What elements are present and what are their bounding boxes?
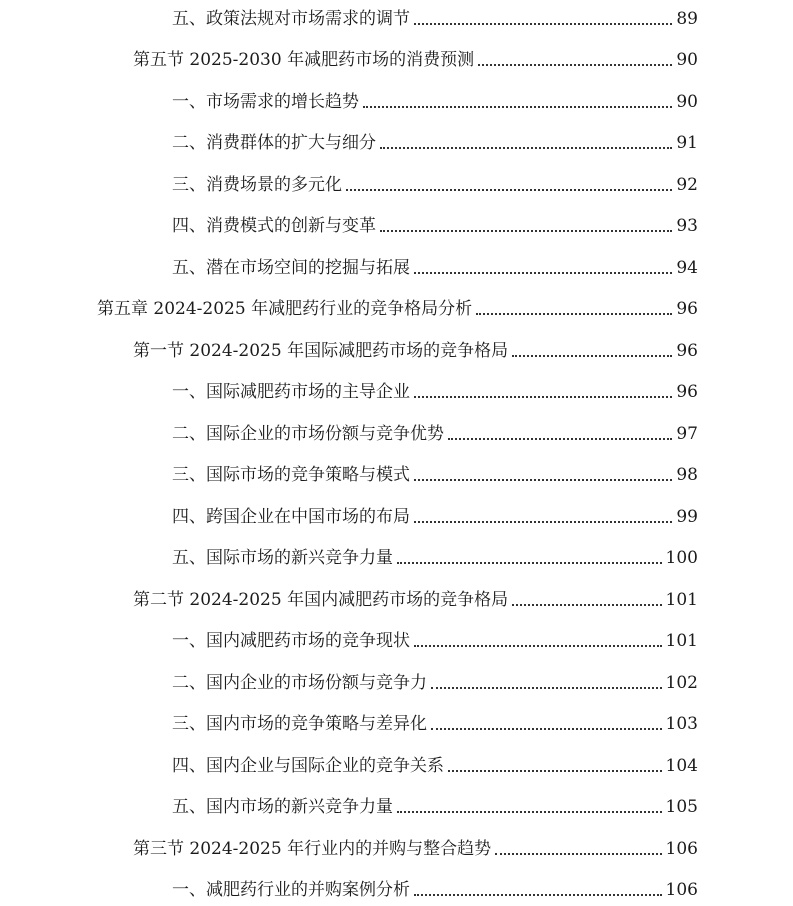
toc-entry-title: 五、政策法规对市场需求的调节 xyxy=(172,9,410,29)
toc-page-number: 96 xyxy=(676,382,698,402)
toc-entry-title: 四、消费模式的创新与变革 xyxy=(172,216,376,236)
toc-page-number: 92 xyxy=(676,175,698,195)
toc-dot-leader xyxy=(346,189,672,191)
toc-entry[interactable] xyxy=(172,0,698,30)
toc-dot-leader xyxy=(414,479,672,481)
toc-entry[interactable] xyxy=(172,539,698,569)
toc-entry[interactable] xyxy=(133,332,698,362)
toc-page-number: 93 xyxy=(676,216,698,236)
toc-entry[interactable] xyxy=(172,124,698,154)
toc-entry-title: 一、国际减肥药市场的主导企业 xyxy=(172,382,410,402)
toc-entry[interactable] xyxy=(172,622,698,652)
toc-page-number: 96 xyxy=(676,299,698,319)
toc-entry-title: 二、消费群体的扩大与细分 xyxy=(172,133,376,153)
toc-dot-leader xyxy=(476,313,672,315)
toc-dot-leader xyxy=(448,770,662,772)
toc-page-number: 106 xyxy=(665,839,698,859)
toc-dot-leader xyxy=(397,562,662,564)
toc-entry-title: 第二节 2024-2025 年国内减肥药市场的竞争格局 xyxy=(133,590,509,610)
toc-entry-title: 五、国际市场的新兴竞争力量 xyxy=(172,548,393,568)
toc-dot-leader xyxy=(414,521,672,523)
toc-page-number: 106 xyxy=(665,880,698,900)
toc-entry-title: 一、国内减肥药市场的竞争现状 xyxy=(172,631,410,651)
toc-entry[interactable] xyxy=(172,705,698,735)
toc-page-number: 102 xyxy=(665,673,698,693)
toc-page-number: 94 xyxy=(676,258,698,278)
toc-entry-title: 一、市场需求的增长趋势 xyxy=(172,92,359,112)
toc-page-number: 96 xyxy=(676,341,698,361)
toc-entry[interactable] xyxy=(172,871,698,901)
toc-dot-leader xyxy=(512,604,661,606)
toc-dot-leader xyxy=(397,811,662,813)
toc-entry[interactable] xyxy=(133,41,698,71)
toc-page-number: 99 xyxy=(676,507,698,527)
toc-entry[interactable] xyxy=(172,456,698,486)
toc-dot-leader xyxy=(431,728,662,730)
toc-page-number: 97 xyxy=(676,424,698,444)
toc-dot-leader xyxy=(414,645,662,647)
toc-page-number: 90 xyxy=(676,92,698,112)
toc-entry-title: 五、国内市场的新兴竞争力量 xyxy=(172,797,393,817)
toc-entry[interactable] xyxy=(172,83,698,113)
toc-dot-leader xyxy=(414,396,672,398)
toc-page-number: 105 xyxy=(665,797,698,817)
toc-page-number: 103 xyxy=(665,714,698,734)
toc-entry[interactable] xyxy=(133,830,698,860)
toc-dot-leader xyxy=(448,438,672,440)
toc-entry[interactable] xyxy=(172,498,698,528)
toc-page-number: 101 xyxy=(665,631,698,651)
toc-entry[interactable] xyxy=(172,788,698,818)
toc-entry[interactable] xyxy=(172,747,698,777)
toc-entry[interactable] xyxy=(133,581,698,611)
toc-dot-leader xyxy=(414,272,672,274)
toc-entry-title: 第五节 2025-2030 年减肥药市场的消费预测 xyxy=(133,50,475,70)
toc-entry[interactable] xyxy=(172,166,698,196)
toc-entry[interactable] xyxy=(172,373,698,403)
toc-page-number: 90 xyxy=(676,50,698,70)
toc-entry[interactable] xyxy=(97,290,698,320)
toc-entry-title: 第三节 2024-2025 年行业内的并购与整合趋势 xyxy=(133,839,492,859)
toc-entry-title: 三、国内市场的竞争策略与差异化 xyxy=(172,714,427,734)
toc-entry-title: 第五章 2024-2025 年减肥药行业的竞争格局分析 xyxy=(97,299,473,319)
toc-dot-leader xyxy=(414,894,662,896)
toc-entry-title: 四、国内企业与国际企业的竞争关系 xyxy=(172,756,444,776)
toc-dot-leader xyxy=(380,230,672,232)
toc-page-number: 101 xyxy=(665,590,698,610)
toc-entry[interactable] xyxy=(172,664,698,694)
toc-page-number: 100 xyxy=(665,548,698,568)
toc-entry[interactable] xyxy=(172,415,698,445)
toc-entry-title: 二、国际企业的市场份额与竞争优势 xyxy=(172,424,444,444)
toc-page-number: 91 xyxy=(676,133,698,153)
toc-entry-title: 五、潜在市场空间的挖掘与拓展 xyxy=(172,258,410,278)
toc-dot-leader xyxy=(380,147,672,149)
toc-entry-title: 三、国际市场的竞争策略与模式 xyxy=(172,465,410,485)
toc-entry[interactable] xyxy=(172,207,698,237)
toc-entry-title: 第一节 2024-2025 年国际减肥药市场的竞争格局 xyxy=(133,341,509,361)
toc-entry[interactable] xyxy=(172,249,698,279)
toc-page-number: 98 xyxy=(676,465,698,485)
toc-page-number: 89 xyxy=(676,9,698,29)
toc-entry-title: 二、国内企业的市场份额与竞争力 xyxy=(172,673,427,693)
toc-entry-title: 一、减肥药行业的并购案例分析 xyxy=(172,880,410,900)
toc-dot-leader xyxy=(414,23,672,25)
toc-dot-leader xyxy=(512,355,672,357)
toc-entry-title: 四、跨国企业在中国市场的布局 xyxy=(172,507,410,527)
toc-page-number: 104 xyxy=(665,756,698,776)
toc-dot-leader xyxy=(478,64,672,66)
toc-dot-leader xyxy=(363,106,672,108)
toc-entry-title: 三、消费场景的多元化 xyxy=(172,175,342,195)
toc-dot-leader xyxy=(495,853,661,855)
toc-dot-leader xyxy=(431,687,662,689)
